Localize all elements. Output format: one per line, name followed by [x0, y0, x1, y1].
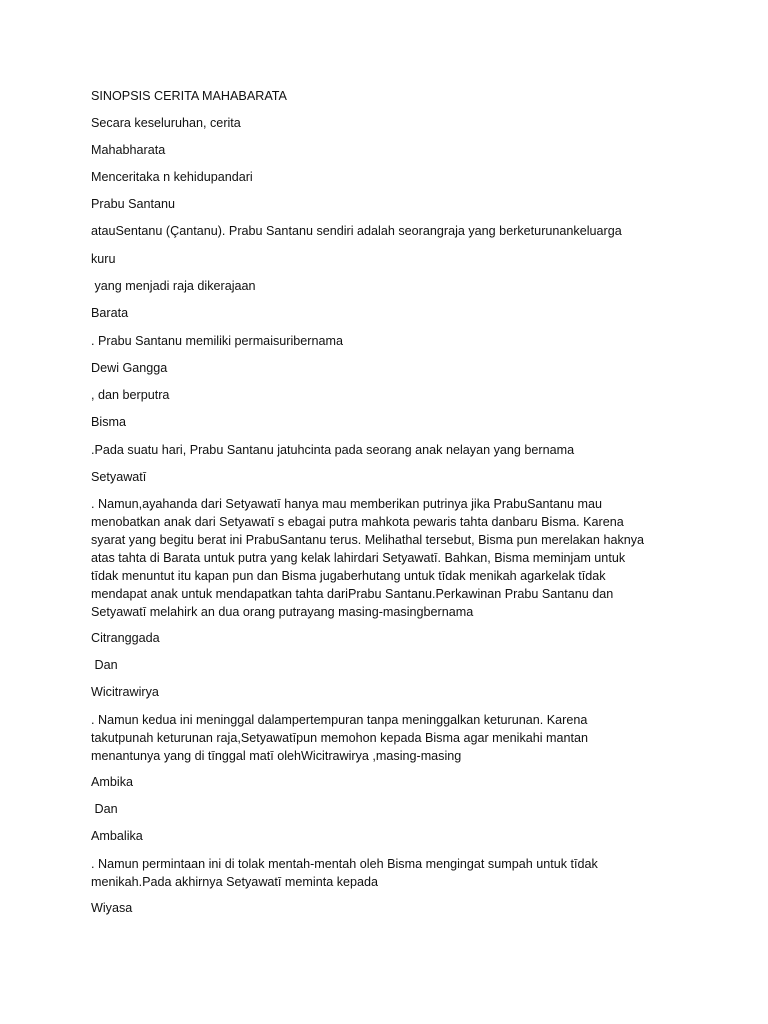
paragraph-line: menobatkan anak dari Setyawatī s ebagai putra mahkota pewaris tahta danbaru Bisma. Karena — [91, 515, 624, 529]
paragraph-line: . Namun permintaan ini di tolak mentah-mentah oleh Bisma mengingat sumpah untuk tīdak — [91, 857, 598, 871]
text-line: yang menjadi raja dikerajaan — [91, 279, 256, 293]
paragraph — [91, 855, 681, 891]
paragraph-line: menantunya yang di tīnggal matī olehWicitrawirya ,masing-masing — [91, 749, 462, 763]
text-line: Bisma — [91, 415, 126, 429]
text-line: Ambalika — [91, 829, 143, 843]
text-line: Setyawatī — [91, 470, 147, 484]
paragraph-line: tīdak menuntut itu kapan pun dan Bisma jugaberhutang untuk tīdak menikah agarkelak tīdak — [91, 569, 606, 583]
text-line: Menceritaka n kehidupandari — [91, 170, 253, 184]
text-line: Wicitrawirya — [91, 685, 159, 699]
text-line: Ambika — [91, 775, 133, 789]
paragraph-line: menikah.Pada akhirnya Setyawatī meminta kepada — [91, 875, 379, 889]
text-line: . Prabu Santanu memiliki permaisuribernama — [91, 334, 343, 348]
paragraph-line: mendapat anak untuk mendapatkan tahta dariPrabu Santanu.Perkawinan Prabu Santanu dan — [91, 587, 614, 601]
paragraph-line: takutpunah keturunan raja,Setyawatīpun memohon kepada Bisma agar menikahi mantan — [91, 731, 589, 745]
paragraph-line: . Namun,ayahanda dari Setyawatī hanya mau memberikan putrinya jika PrabuSantanu mau — [91, 497, 603, 511]
text-line: Wiyasa — [91, 901, 133, 915]
text-line: Citranggada — [91, 631, 160, 645]
text-line: atauSentanu (Çantanu). Prabu Santanu sendiri adalah seorangraja yang berketurunankeluarga — [91, 224, 622, 238]
text-line: Dan — [91, 658, 118, 672]
text-line: Dan — [91, 802, 118, 816]
paragraph — [91, 711, 681, 765]
text-line: Prabu Santanu — [91, 197, 176, 211]
paragraph-line: . Namun kedua ini meninggal dalampertempuran tanpa meninggalkan keturunan. Karena — [91, 713, 588, 727]
text-line: , dan berputra — [91, 388, 170, 402]
paragraph — [91, 495, 681, 621]
paragraph-line: syarat yang begitu berat ini PrabuSantanu terus. Melihathal tersebut, Bisma pun merelakan haknya — [91, 533, 645, 547]
text-line: Barata — [91, 306, 129, 320]
document-title: SINOPSIS CERITA MAHABARATA — [91, 89, 287, 103]
text-line: .Pada suatu hari, Prabu Santanu jatuhcinta pada seorang anak nelayan yang bernama — [91, 443, 575, 457]
text-line: Secara keseluruhan, cerita — [91, 116, 241, 130]
paragraph-line: Setyawatī melahirk an dua orang putrayang masing-masingbernama — [91, 605, 474, 619]
paragraph-line: atas tahta di Barata untuk putra yang kelak lahirdari Setyawatī. Bahkan, Bisma meminjam untuk — [91, 551, 626, 565]
text-line: kuru — [91, 252, 116, 266]
text-line: Mahabharata — [91, 143, 166, 157]
text-line: Dewi Gangga — [91, 361, 168, 375]
